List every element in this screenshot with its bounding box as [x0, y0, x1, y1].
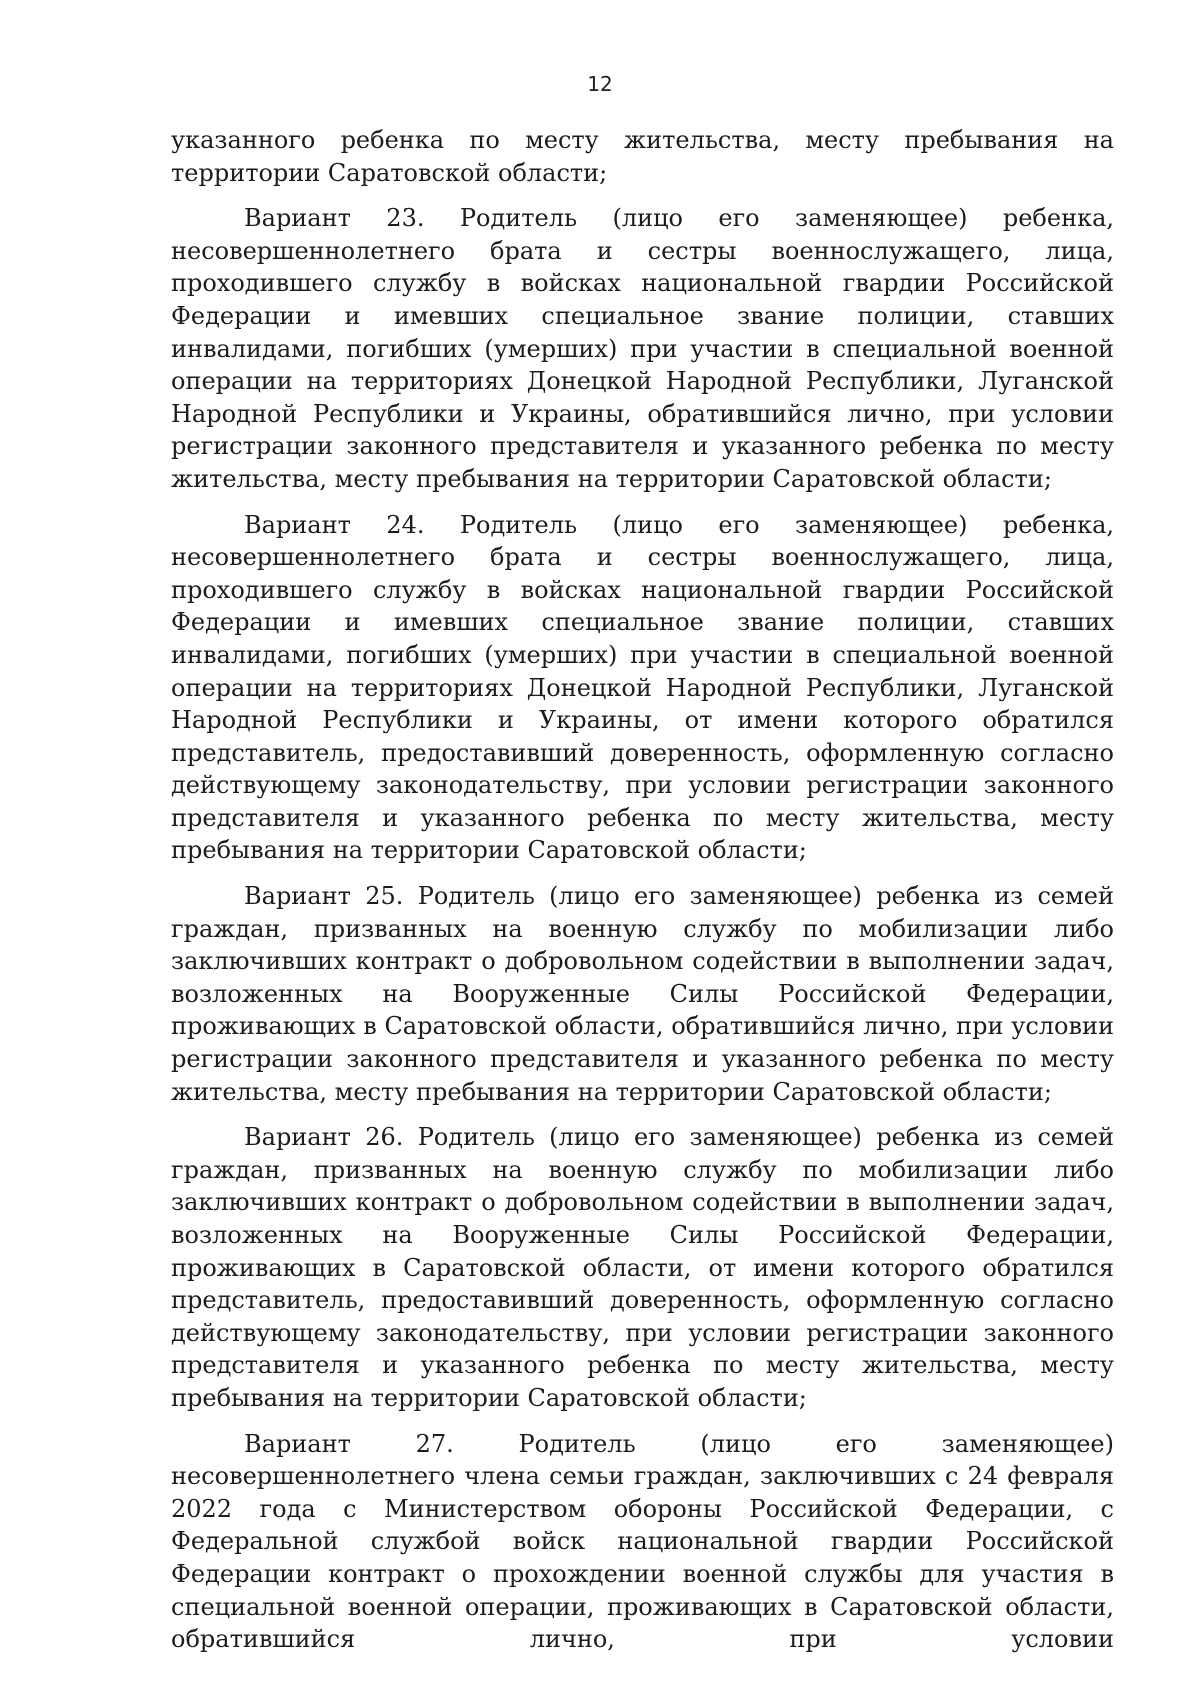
paragraph-variant-23 — [171, 202, 1114, 495]
variant-label: Вариант 27. — [244, 1429, 454, 1458]
page-number: 12 — [587, 72, 613, 96]
document-body — [171, 124, 1114, 1669]
paragraph-text: Родитель (лицо его заменяющее) ребенка из семей граждан, призванных на военную службу по мобилизации либо заключивших контракт о добровольном содействии в выполнении задач, возложенных на Вооруженные Силы Российской Федерации, проживающих в Саратовской области, обратившийся лично, при условии регистрации законного представителя и указанного ребенка по месту жительства, месту пребывания на территории Саратовской области; — [171, 882, 1114, 1106]
paragraph-variant-26 — [171, 1121, 1114, 1414]
paragraph-text: Родитель (лицо его заменяющее) ребенка из семей граждан, призванных на военную службу по мобилизации либо заключивших контракт о добровольном содействии в выполнении задач, возложенных на Вооруженные Силы Российской Федерации, проживающих в Саратовской области, от имени которого обратился представитель, предоставивший доверенность, оформленную согласно действующему законодательству, при условии регистрации законного представителя и указанного ребенка по месту жительства, месту пребывания на территории Саратовской области; — [171, 1123, 1114, 1412]
paragraph-text: Родитель (лицо его заменяющее) ребенка, несовершеннолетнего брата и сестры военнослужащего, лица, проходившего службу в войсках национальной гвардии Российской Федерации и имевших специальное звание полиции, ставших инвалидами, погибших (умерших) при участии в специальной военной операции на территориях Донецкой Народной Республики, Луганской Народной Республики и Украины, обратившийся лично, при условии регистрации законного представителя и указанного ребенка по месту жительства, месту пребывания на территории Саратовской области; — [171, 204, 1115, 493]
paragraph-text: Родитель (лицо его заменяющее) ребенка, несовершеннолетнего брата и сестры военнослужащего, лица, проходившего службу в войсках национальной гвардии Российской Федерации и имевших специальное звание полиции, ставших инвалидами, погибших (умерших) при участии в специальной военной операции на территориях Донецкой Народной Республики, Луганской Народной Республики и Украины, от имени которого обратился представитель, предоставивший доверенность, оформленную согласно действующему законодательству, при условии регистрации законного представителя и указанного ребенка по месту жительства, месту пребывания на территории Саратовской области; — [171, 510, 1115, 865]
paragraph-text: указанного ребенка по месту жительства, месту пребывания на территории Саратовской области; — [171, 126, 1114, 187]
paragraph-text: Родитель (лицо его заменяющее) несовершеннолетнего члена семьи граждан, заключивших с 24 февраля 2022 года с Министерством обороны Российской Федерации, с Федеральной службой войск национальной гвардии Российской Федерации контракт о прохождении военной службы для участия в специальной военной операции, проживающих в Саратовской области, обратившийся лично, при условии — [171, 1429, 1114, 1654]
paragraph-continuation — [171, 124, 1114, 189]
paragraph-variant-27 — [171, 1428, 1114, 1656]
paragraph-variant-24 — [171, 509, 1114, 868]
variant-label: Вариант 26. — [244, 1123, 404, 1152]
variant-label: Вариант 24. — [244, 510, 425, 539]
variant-label: Вариант 23. — [244, 204, 425, 233]
paragraph-variant-25 — [171, 880, 1114, 1108]
variant-label: Вариант 25. — [244, 882, 404, 911]
